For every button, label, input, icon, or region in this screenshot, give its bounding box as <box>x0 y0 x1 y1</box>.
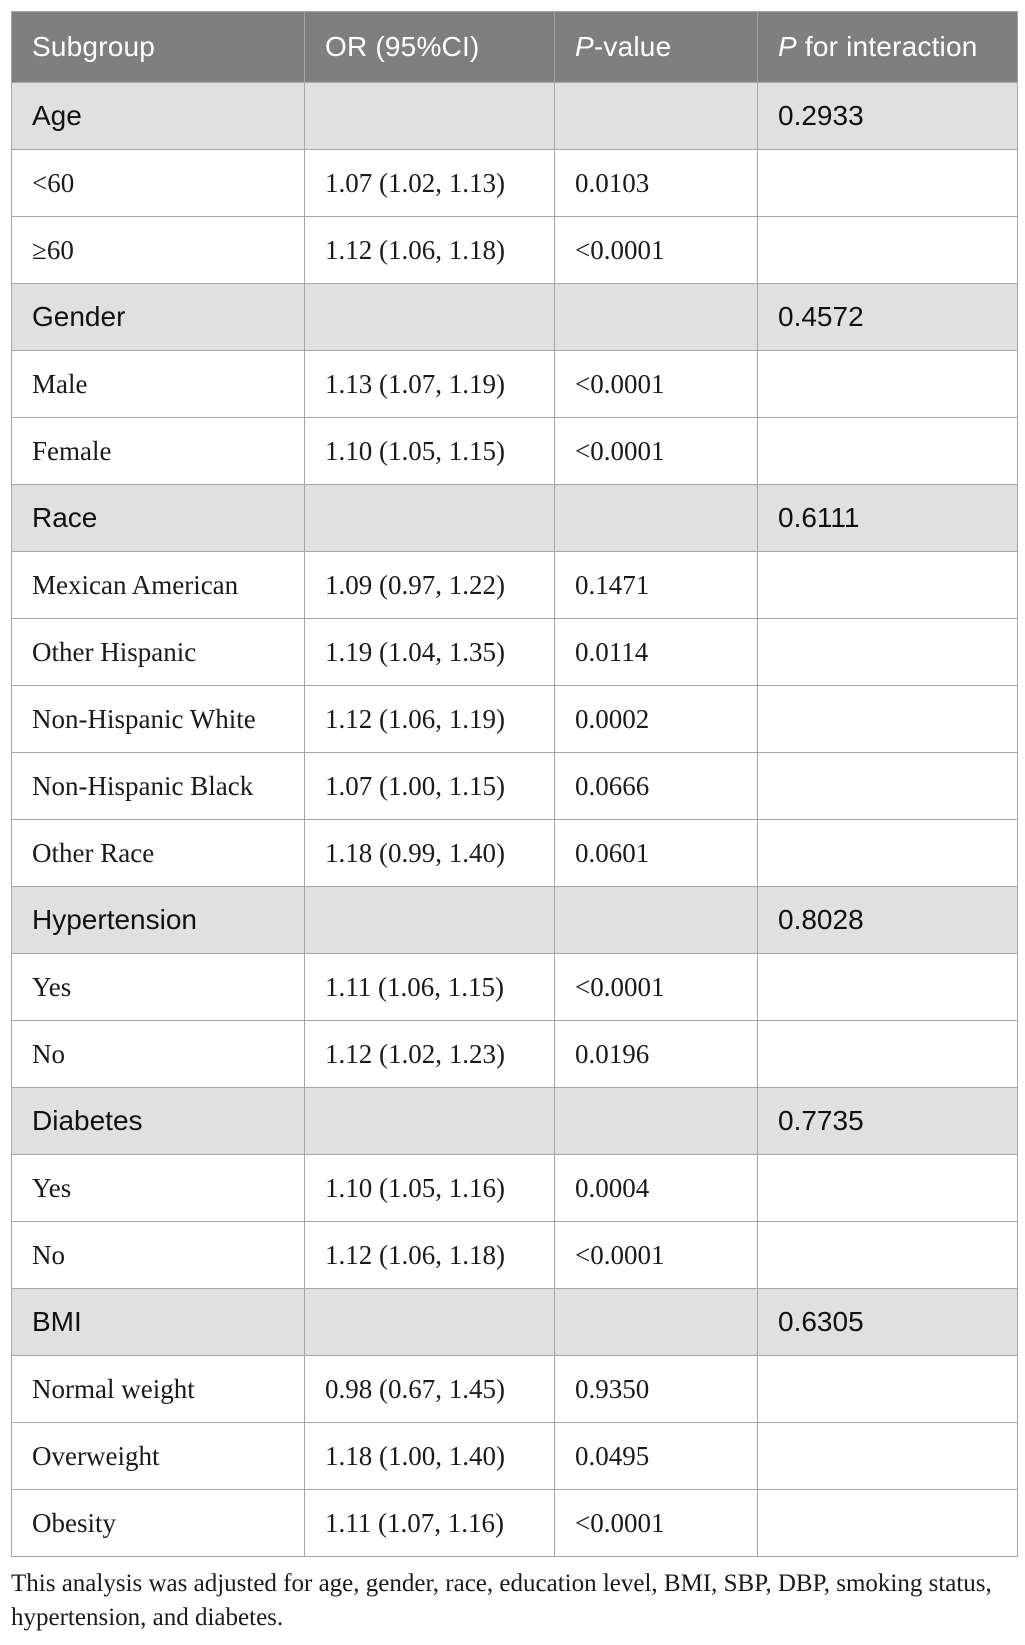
group-or-empty <box>305 83 555 150</box>
row-p-value: <0.0001 <box>555 418 758 485</box>
row-p-value: <0.0001 <box>555 217 758 284</box>
row-p-value: <0.0001 <box>555 351 758 418</box>
group-row-gender <box>12 284 1018 351</box>
table-row <box>12 552 1018 619</box>
group-p-interaction: 0.8028 <box>758 887 1018 954</box>
row-or: 0.98 (0.67, 1.45) <box>305 1356 555 1423</box>
table-row <box>12 1490 1018 1557</box>
row-p-interaction-empty <box>758 217 1018 284</box>
row-p-value: 0.0666 <box>555 753 758 820</box>
group-p-interaction: 0.6111 <box>758 485 1018 552</box>
row-label: Other Hispanic <box>12 619 305 686</box>
row-p-interaction-empty <box>758 1356 1018 1423</box>
row-label: Male <box>12 351 305 418</box>
table-row <box>12 1222 1018 1289</box>
row-p-value: 0.0601 <box>555 820 758 887</box>
group-row-hypertension <box>12 887 1018 954</box>
table-row <box>12 1423 1018 1490</box>
row-p-value: 0.0004 <box>555 1155 758 1222</box>
row-p-interaction-empty <box>758 1423 1018 1490</box>
group-name: Age <box>12 83 305 150</box>
row-label: Non-Hispanic White <box>12 686 305 753</box>
row-p-interaction-empty <box>758 619 1018 686</box>
group-p-empty <box>555 887 758 954</box>
group-p-empty <box>555 83 758 150</box>
header-p-value-italic: P <box>575 31 594 62</box>
row-p-interaction-empty <box>758 753 1018 820</box>
header-or-ci: OR (95%CI) <box>305 12 555 83</box>
table-header-row <box>12 12 1018 83</box>
group-p-empty <box>555 284 758 351</box>
row-p-value: <0.0001 <box>555 1490 758 1557</box>
table-row <box>12 217 1018 284</box>
row-p-interaction-empty <box>758 552 1018 619</box>
table-row <box>12 619 1018 686</box>
group-name: BMI <box>12 1289 305 1356</box>
row-label: No <box>12 1222 305 1289</box>
row-p-interaction-empty <box>758 820 1018 887</box>
header-p-interaction-italic: P <box>778 31 797 62</box>
group-p-empty <box>555 485 758 552</box>
group-p-empty <box>555 1088 758 1155</box>
row-or: 1.19 (1.04, 1.35) <box>305 619 555 686</box>
row-p-interaction-empty <box>758 1021 1018 1088</box>
group-name: Race <box>12 485 305 552</box>
group-or-empty <box>305 887 555 954</box>
row-p-value: <0.0001 <box>555 1222 758 1289</box>
row-p-interaction-empty <box>758 686 1018 753</box>
group-or-empty <box>305 485 555 552</box>
row-label: Mexican American <box>12 552 305 619</box>
table-row <box>12 150 1018 217</box>
group-or-empty <box>305 1088 555 1155</box>
group-p-interaction: 0.2933 <box>758 83 1018 150</box>
document-page <box>11 11 1017 1635</box>
row-p-interaction-empty <box>758 418 1018 485</box>
table-footnote: This analysis was adjusted for age, gender, race, education level, BMI, SBP, DBP, smoking status, hypertension, and diabetes. <box>11 1570 992 1631</box>
row-or: 1.13 (1.07, 1.19) <box>305 351 555 418</box>
row-p-interaction-empty <box>758 1490 1018 1557</box>
row-or: 1.12 (1.02, 1.23) <box>305 1021 555 1088</box>
row-label: <60 <box>12 150 305 217</box>
row-label: ≥60 <box>12 217 305 284</box>
row-p-interaction-empty <box>758 150 1018 217</box>
table-row <box>12 418 1018 485</box>
row-p-value: 0.0114 <box>555 619 758 686</box>
group-name: Hypertension <box>12 887 305 954</box>
row-label: Obesity <box>12 1490 305 1557</box>
row-p-interaction-empty <box>758 351 1018 418</box>
group-row-race <box>12 485 1018 552</box>
row-p-value: 0.0196 <box>555 1021 758 1088</box>
table-row <box>12 1155 1018 1222</box>
row-label: Normal weight <box>12 1356 305 1423</box>
row-or: 1.11 (1.06, 1.15) <box>305 954 555 1021</box>
table-row <box>12 1021 1018 1088</box>
row-or: 1.07 (1.00, 1.15) <box>305 753 555 820</box>
table-row <box>12 820 1018 887</box>
row-label: Yes <box>12 1155 305 1222</box>
table-row <box>12 686 1018 753</box>
row-label: Female <box>12 418 305 485</box>
row-or: 1.18 (0.99, 1.40) <box>305 820 555 887</box>
row-p-value: 0.0495 <box>555 1423 758 1490</box>
row-p-value: <0.0001 <box>555 954 758 1021</box>
table-row <box>12 1356 1018 1423</box>
row-or: 1.10 (1.05, 1.15) <box>305 418 555 485</box>
row-label: No <box>12 1021 305 1088</box>
header-subgroup: Subgroup <box>12 12 305 83</box>
header-p-interaction <box>758 12 1018 83</box>
group-p-interaction: 0.4572 <box>758 284 1018 351</box>
row-p-value: 0.1471 <box>555 552 758 619</box>
table-row <box>12 954 1018 1021</box>
group-or-empty <box>305 1289 555 1356</box>
group-row-bmi <box>12 1289 1018 1356</box>
group-p-interaction: 0.6305 <box>758 1289 1018 1356</box>
row-p-value: 0.0103 <box>555 150 758 217</box>
row-or: 1.09 (0.97, 1.22) <box>305 552 555 619</box>
row-or: 1.07 (1.02, 1.13) <box>305 150 555 217</box>
row-label: Non-Hispanic Black <box>12 753 305 820</box>
row-p-value: 0.0002 <box>555 686 758 753</box>
row-p-interaction-empty <box>758 1155 1018 1222</box>
row-p-interaction-empty <box>758 954 1018 1021</box>
row-or: 1.12 (1.06, 1.18) <box>305 217 555 284</box>
table-row <box>12 753 1018 820</box>
table-row <box>12 351 1018 418</box>
group-or-empty <box>305 284 555 351</box>
row-label: Yes <box>12 954 305 1021</box>
group-p-interaction: 0.7735 <box>758 1088 1018 1155</box>
row-p-value: 0.9350 <box>555 1356 758 1423</box>
group-row-diabetes <box>12 1088 1018 1155</box>
header-p-value <box>555 12 758 83</box>
row-or: 1.12 (1.06, 1.18) <box>305 1222 555 1289</box>
subgroup-analysis-table <box>11 11 1018 1557</box>
header-p-interaction-rest: for interaction <box>796 31 978 62</box>
group-row-age <box>12 83 1018 150</box>
row-p-interaction-empty <box>758 1222 1018 1289</box>
row-or: 1.12 (1.06, 1.19) <box>305 686 555 753</box>
row-label: Overweight <box>12 1423 305 1490</box>
row-or: 1.10 (1.05, 1.16) <box>305 1155 555 1222</box>
table-body <box>12 83 1018 1557</box>
row-or: 1.11 (1.07, 1.16) <box>305 1490 555 1557</box>
header-p-value-rest: -value <box>593 31 672 62</box>
group-p-empty <box>555 1289 758 1356</box>
group-name: Gender <box>12 284 305 351</box>
row-or: 1.18 (1.00, 1.40) <box>305 1423 555 1490</box>
row-label: Other Race <box>12 820 305 887</box>
group-name: Diabetes <box>12 1088 305 1155</box>
